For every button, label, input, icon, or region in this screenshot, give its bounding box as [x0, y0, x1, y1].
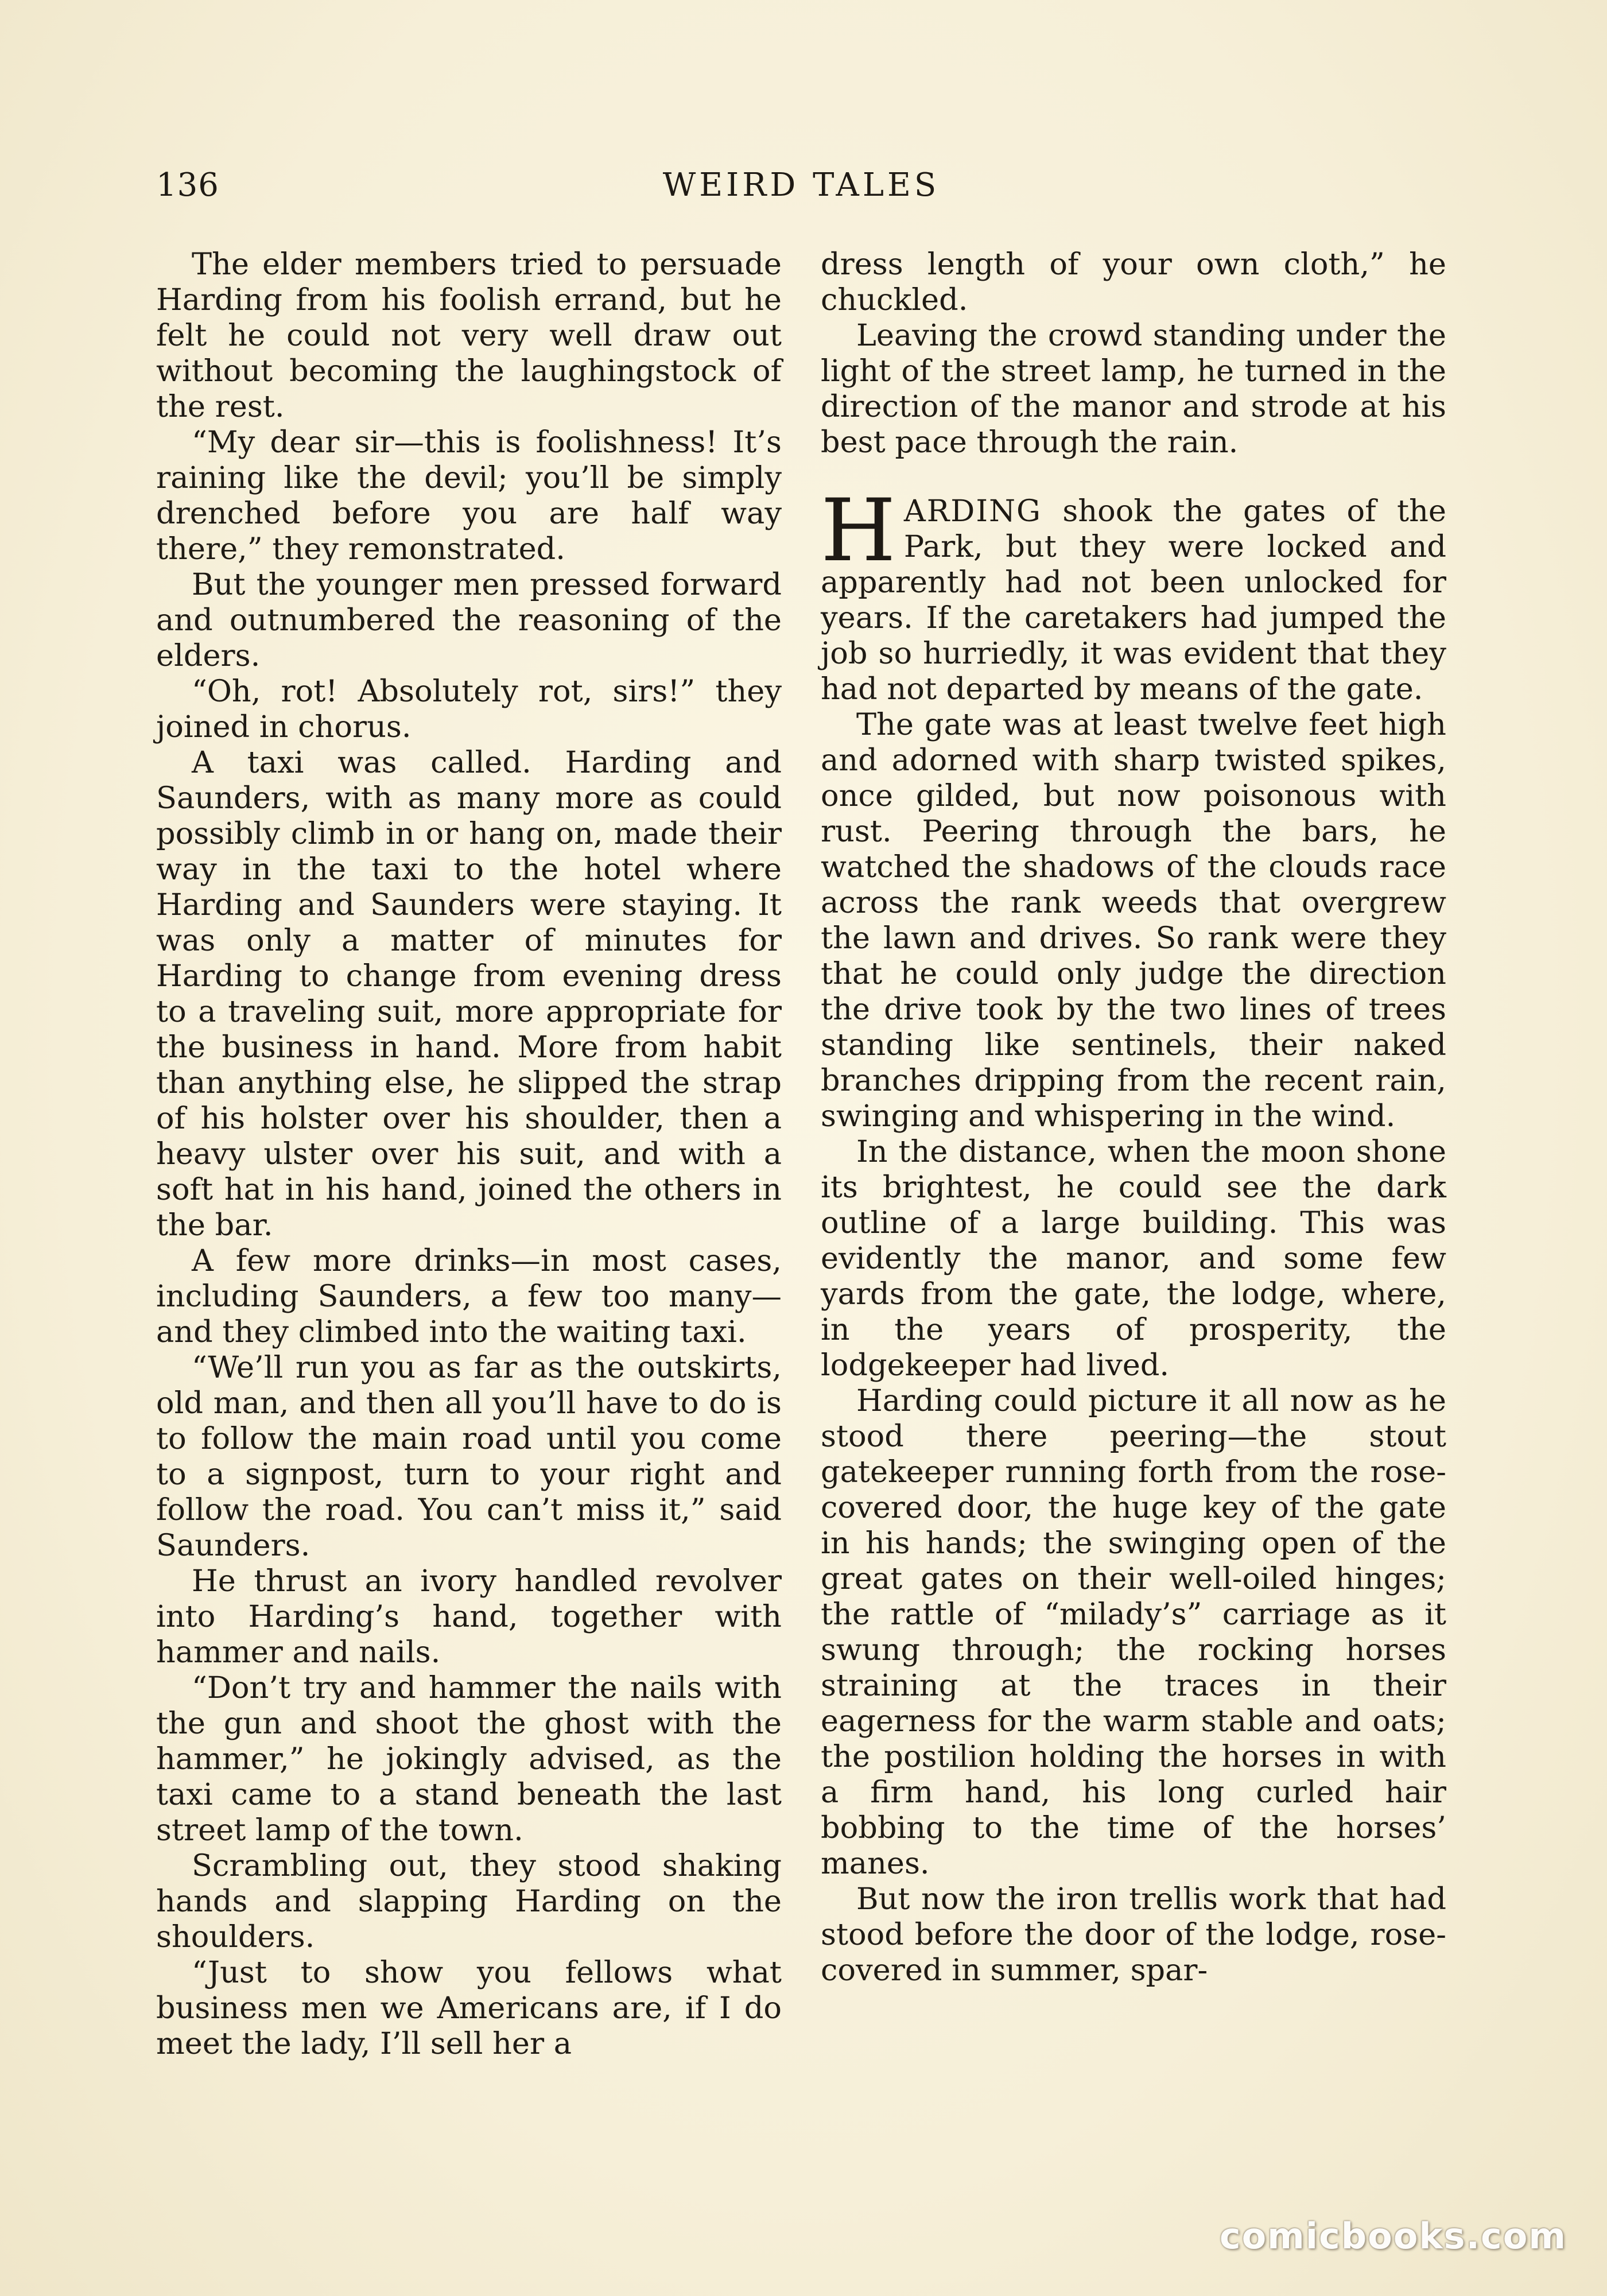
continued-paragraph: dress length of your own cloth,” he chuckled.: [821, 247, 1446, 317]
drop-cap: H: [821, 481, 896, 581]
section-lead-word: ARDING: [903, 494, 1042, 529]
page-number: 136: [156, 166, 219, 204]
right-column: [821, 247, 1446, 1988]
paragraph: A taxi was called. Harding and Saunders, with as many more as could possibly climb in or hang on, made their way in the taxi to the hotel where Harding and Saunders were staying. It was only a matter of minutes for Harding to change from evening dress to a traveling suit, more appropriate for the business in hand. More from habit than anything else, he slipped the strap of his holster over his shoulder, then a heavy ulster over his suit, and with a soft hat in his hand, joined the others in the bar.: [156, 745, 782, 1243]
left-column: [156, 247, 782, 2062]
paragraph: But now the iron trellis work that had stood before the door of the lodge, rose-covered in summer, spar-: [821, 1882, 1446, 1988]
paragraph: The gate was at least twelve feet high and adorned with sharp twisted spikes, once gilded, but now poisonous with rust. Peering through the bars, he watched the shadows of the clouds race across the rank weeds that overgrew the lawn and drives. So rank were they that he could only judge the direction the drive took by the two lines of trees standing like sentinels, their naked branches dripping from the recent rain, swinging and whispering in the wind.: [821, 707, 1446, 1134]
paragraph: “Don’t try and hammer the nails with the gun and shoot the ghost with the hammer,” he jokingly advised, as the taxi came to a stand beneath the last street lamp of the town.: [156, 1670, 782, 1848]
paragraph: In the distance, when the moon shone its brightest, he could see the dark outline of a large building. This was evidently the manor, and some few yards from the gate, the lodge, where, in the years of prosperity, the lodgekeeper had lived.: [821, 1134, 1446, 1383]
section-opening-text: shook the gates of the Park, but they were locked and apparently had not been unlocked for years. If the caretakers had jumped the job so hurriedly, it was evident that they had not departed by means of the gate.: [821, 494, 1446, 707]
paragraph: He thrust an ivory handled revolver into Harding’s hand, together with hammer and nails.: [156, 1564, 782, 1670]
paragraph: “Just to show you fellows what business men we Americans are, if I do meet the lady, I’ll sell her a: [156, 1955, 782, 2061]
paragraph: The elder members tried to persuade Harding from his foolish errand, but he felt he could not very well draw out without becoming the laughingstock of the rest.: [156, 247, 782, 424]
paragraph: Harding could picture it all now as he stood there peering—the stout gatekeeper running forth from the rose-covered door, the huge key of the gate in his hands; the swinging open of the great gates on their well-oiled hinges; the rattle of “milady’s” carriage as it swung through; the rocking horses straining at the traces in their eagerness for the warm stable and oats; the postilion holding the horses in with a firm hand, his long curled hair bobbing to the time of the horses’ manes.: [821, 1383, 1446, 1881]
site-watermark: comicbooks.com: [1219, 2215, 1567, 2257]
section-opening-paragraph: [821, 481, 1446, 707]
paragraph: But the younger men pressed forward and outnumbered the reasoning of the elders.: [156, 567, 782, 673]
running-head: [156, 166, 1446, 212]
paragraph: “We’ll run you as far as the outskirts, old man, and then all you’ll have to do is to follow the main road until you come to a signpost, turn to your right and follow the road. You can’t miss it,” said Saunders.: [156, 1350, 782, 1563]
paragraph: A few more drinks—in most cases, including Saunders, a few too many—and they climbed into the waiting taxi.: [156, 1243, 782, 1349]
paragraph: “Oh, rot! Absolutely rot, sirs!” they joined in chorus.: [156, 674, 782, 744]
paragraph: “My dear sir—this is foolishness! It’s raining like the devil; you’ll be simply drenched before you are half way there,” they remonstrated.: [156, 425, 782, 567]
paragraph: Leaving the crowd standing under the light of the street lamp, he turned in the direction of the manor and strode at his best pace through the rain.: [821, 318, 1446, 460]
magazine-title: WEIRD TALES: [662, 166, 940, 204]
paragraph: Scrambling out, they stood shaking hands and slapping Harding on the shoulders.: [156, 1848, 782, 1954]
